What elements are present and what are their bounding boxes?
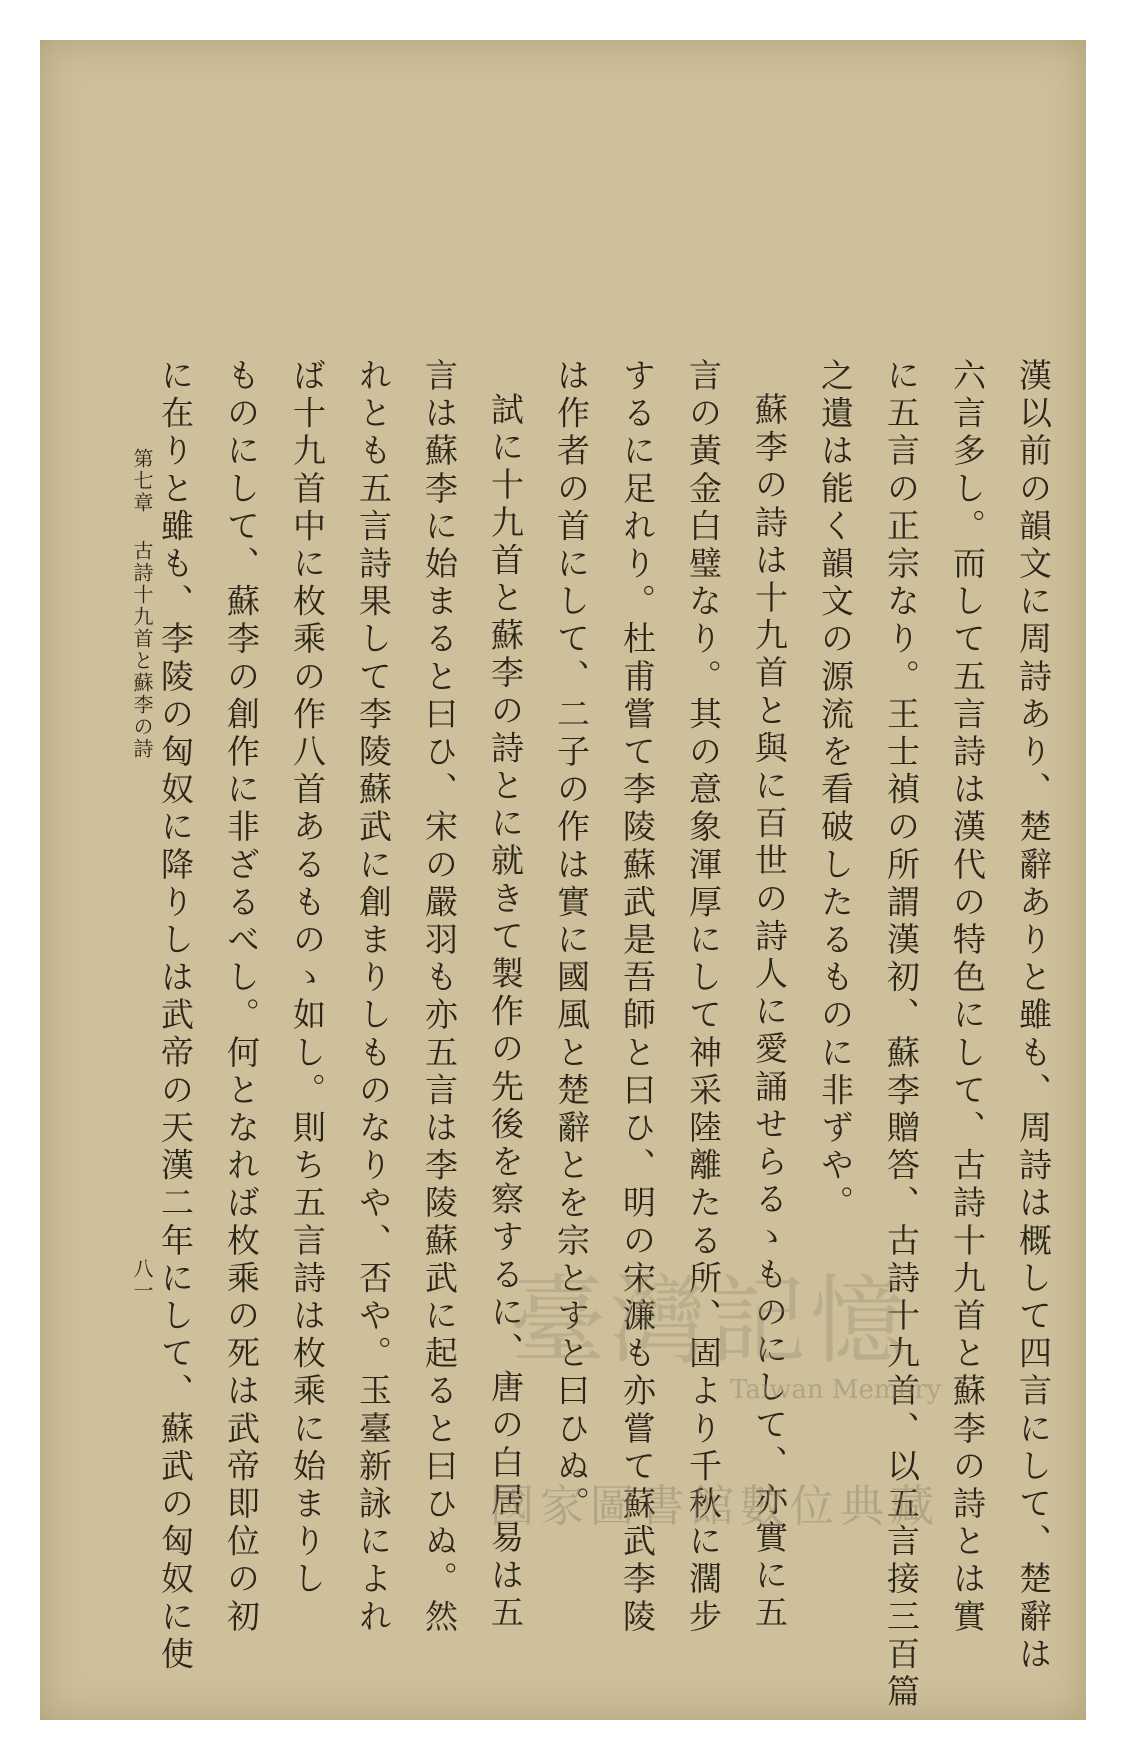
text-column: に五言の正宗なり。王士禎の所謂漢初、蘇李贈答、古詩十九首、以五言接三百篇: [882, 358, 921, 1712]
text-column: 蘇李の詩は十九首と與に百世の詩人に愛誦せらるゝものにして、亦實に五: [750, 392, 789, 1633]
text-column: 言は蘇李に始まると曰ひ、宋の嚴羽も亦五言は李陵蘇武に起ると曰ひぬ。然: [420, 358, 459, 1637]
text-column: するに足れり。杜甫嘗て李陵蘇武是吾師と曰ひ、明の宋濂も亦嘗て蘇武李陵: [618, 358, 657, 1637]
watermark-seal: 臺灣記憶: [510, 1265, 910, 1377]
text-column: 六言多し。而して五言詩は漢代の特色にして、古詩十九首と蘇李の詩とは實: [948, 358, 987, 1637]
watermark-latin: Taiwan Memory: [730, 1375, 942, 1405]
watermark-organization: 國家圖書館數位典藏: [490, 1481, 940, 1532]
chapter-heading: 第七章: [130, 448, 154, 514]
text-column: ものにして、蘇李の創作に非ざるべし。何となれば枚乘の死は武帝即位の初: [222, 358, 261, 1637]
text-column: 言の黃金白璧なり。其の意象渾厚にして神采陸離たる所、固より千秋に濶步: [684, 358, 723, 1637]
text-column: 之遺は能く韻文の源流を看破したるものに非ずや。: [816, 358, 855, 1223]
page-number: 八一: [130, 1258, 154, 1302]
text-column: 試に十九首と蘇李の詩とに就きて製作の先後を察するに、唐の白居易は五: [486, 392, 525, 1633]
text-column: 漢以前の韻文に周詩あり、楚辭ありと雖も、周詩は概して四言にして、楚辭は: [1014, 358, 1053, 1674]
book-page: [40, 40, 1086, 1720]
text-column: ば十九首中に枚乘の作八首あるものゝ如し。則ち五言詩は枚乘に始まりし: [288, 358, 327, 1599]
text-column: れとも五言詩果して李陵蘇武に創まりしものなりや、否や。玉臺新詠によれ: [354, 358, 393, 1637]
text-column: は作者の首にして、二子の作は實に國風と楚辭とを宗とすと曰ひぬ。: [552, 358, 591, 1524]
text-column: に在りと雖も、李陵の匈奴に降りしは武帝の天漢二年にして、蘇武の匈奴に使: [156, 358, 195, 1674]
section-heading: 古詩十九首と蘇李の詩: [130, 540, 154, 760]
